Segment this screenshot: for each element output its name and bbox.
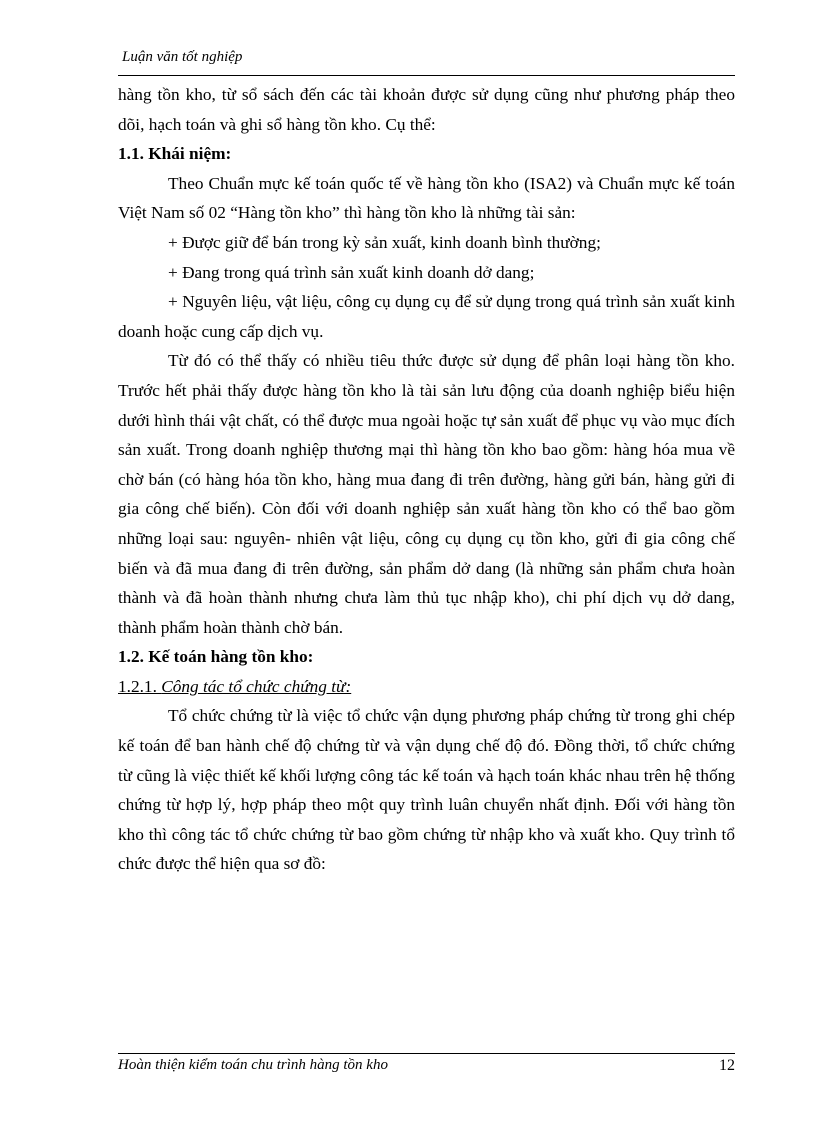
section-heading-1-2: 1.2. Kế toán hàng tồn kho: <box>118 647 314 667</box>
subsection-title: Công tác tổ chức chứng từ: <box>161 676 352 696</box>
page-number: 12 <box>719 1057 735 1074</box>
bullet-item: + Nguyên liệu, vật liệu, công cụ dụng cụ để sử dụng trong quá trình sản xuất kinh doanh hoặc cung cấp dịch vụ. <box>118 292 735 341</box>
header-divider <box>118 75 735 76</box>
bullet-item: + Được giữ để bán trong kỳ sản xuất, kinh doanh bình thường; <box>168 232 601 252</box>
running-footer: Hoàn thiện kiểm toán chu trình hàng tồn kho <box>118 1057 388 1073</box>
subsection-number: 1.2.1. <box>118 676 162 696</box>
paragraph-intro: hàng tồn kho, từ sổ sách đến các tài khoản được sử dụng cũng như phương pháp theo dõi, hạch toán và ghi sổ hàng tồn kho. Cụ thể: <box>118 85 735 134</box>
document-body <box>118 80 735 879</box>
footer-divider <box>118 1053 735 1054</box>
paragraph-classification: Từ đó có thể thấy có nhiều tiêu thức được sử dụng để phân loại hàng tồn kho. Trước hết phải thấy được hàng tồn kho là tài sản lưu động của doanh nghiệp biểu hiện dưới hình thái vật chất, có thể được mua ngoài hoặc tự sản xuất để phục vụ vào mục đích sản xuất. Trong doanh nghiệp thương mại thì hàng tồn kho bao gồm: hàng hóa mua về chờ bán (có hàng hóa tồn kho, hàng mua đang đi trên đường, hàng gửi bán, hàng gửi đi gia công chế biến). Còn đối với doanh nghiệp sản xuất hàng tồn kho có thể bao gồm những loại sau: nguyên- nhiên vật liệu, công cụ dụng cụ tồn kho, gửi đi gia công chế biến và đã mua đang đi trên đường, sản phẩm dở dang (là những sản phẩm chưa hoàn thành và đã hoàn thành nhưng chưa làm thủ tục nhập kho), chi phí dịch vụ dở dang, thành phẩm hoàn thành chờ bán. <box>118 351 735 637</box>
running-header: Luận văn tốt nghiệp <box>122 49 243 65</box>
paragraph-documents: Tổ chức chứng từ là việc tổ chức vận dụng phương pháp chứng từ trong ghi chép kế toán để ban hành chế độ chứng từ và vận dụng chế độ đó. Đồng thời, tổ chức chứng từ cũng là việc thiết kế khối lượng công tác kế toán và hạch toán khác nhau trên hệ thống chứng từ hợp lý, hợp pháp theo một quy trình luân chuyển nhất định. Đối với hàng tồn kho thì công tác tổ chức chứng từ bao gồm chứng từ nhập kho và xuất kho. Quy trình tổ chức được thể hiện qua sơ đồ: <box>118 706 735 874</box>
subsection-heading-1-2-1 <box>118 672 735 702</box>
bullet-item: + Đang trong quá trình sản xuất kinh doanh dở dang; <box>168 262 535 282</box>
section-heading-1-1: 1.1. Khái niệm: <box>118 144 232 164</box>
paragraph-definition: Theo Chuẩn mực kế toán quốc tế về hàng tồn kho (ISA2) và Chuẩn mực kế toán Việt Nam số 02 “Hàng tồn kho” thì hàng tồn kho là những tài sản: <box>118 173 735 223</box>
